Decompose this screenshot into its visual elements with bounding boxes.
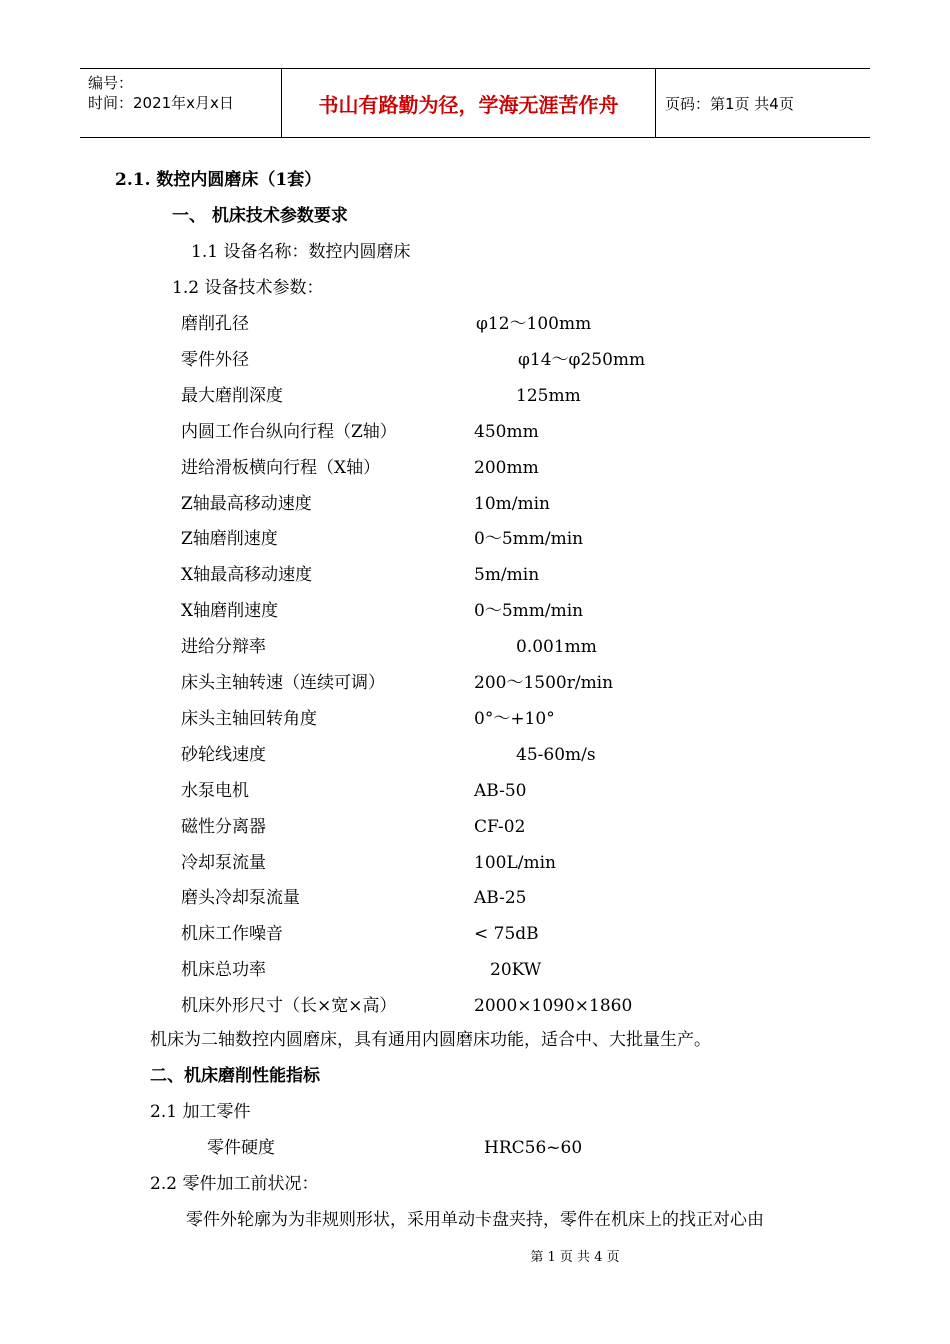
summary-text: 机床为二轴数控内圆磨床，具有通用内圆磨床功能，适合中、大批量生产。	[150, 1030, 711, 1050]
param-value: 10m/min	[474, 493, 550, 514]
param-value: 200～1500r/min	[474, 673, 614, 693]
param-name: 最大磨削深度	[181, 385, 283, 406]
item-2-2: 2.2 零件加工前状况：	[150, 1174, 319, 1194]
param-name: 磨头冷却泵流量	[181, 888, 300, 909]
param-name: 水泵电机	[181, 780, 249, 801]
date-label: 时间：2021年x月x日	[88, 94, 234, 112]
section-title: 2.1. 数控内圆磨床（1套）	[115, 170, 322, 190]
header-left	[88, 73, 234, 113]
paragraph-text: 零件外轮廓为为非规则形状，采用单动卡盘夹持，零件在机床上的找正对心由	[186, 1210, 764, 1230]
param-name: 砂轮线速度	[181, 744, 266, 765]
hardness-value: HRC56~60	[484, 1138, 583, 1158]
param-name: 冷却泵流量	[181, 852, 266, 873]
param-name: 内圆工作台纵向行程（Z轴）	[181, 421, 397, 442]
param-name: 磁性分离器	[181, 816, 266, 837]
param-name: 机床总功率	[181, 960, 266, 981]
param-name: 零件外径	[181, 349, 249, 370]
param-name: 床头主轴回转角度	[181, 708, 317, 729]
item-1-2: 1.2 设备技术参数：	[172, 278, 324, 298]
number-label: 编号：	[88, 74, 134, 92]
param-value: CF-02	[474, 816, 526, 837]
param-value: 450mm	[474, 421, 539, 442]
param-value: 0～5mm/min	[474, 601, 584, 622]
part1-title: 一、 机床技术参数要求	[172, 206, 348, 226]
param-name: 床头主轴转速（连续可调）	[181, 673, 385, 693]
param-name: 机床外形尺寸（长×宽×高）	[181, 996, 397, 1017]
param-name: X轴磨削速度	[181, 601, 279, 622]
hardness-name: 零件硬度	[207, 1138, 275, 1158]
param-value: 20KW	[490, 960, 542, 981]
param-value: 0°～+10°	[474, 708, 555, 729]
param-value: AB-25	[474, 888, 527, 909]
param-name: X轴最高移动速度	[181, 565, 313, 586]
page-footer	[0, 1246, 950, 1265]
param-value: AB-50	[474, 780, 527, 801]
param-value: 45-60m/s	[516, 744, 596, 765]
header-divider	[655, 69, 656, 137]
item-2-1: 2.1 加工零件	[150, 1102, 251, 1122]
item-1-1: 1.1 设备名称：数控内圆磨床	[191, 242, 411, 262]
param-value: 0～5mm/min	[474, 529, 584, 550]
footer-page-number: 第 1 页 共 4 页	[530, 1250, 620, 1265]
param-name: 进给滑板横向行程（X轴）	[181, 457, 381, 478]
param-value: 200mm	[474, 457, 539, 478]
param-value: < 75dB	[474, 924, 539, 945]
page-header	[80, 68, 870, 138]
param-value: φ14～φ250mm	[518, 349, 646, 370]
param-name: Z轴最高移动速度	[181, 493, 312, 514]
param-name: Z轴磨削速度	[181, 529, 278, 550]
header-page-label: 页码：第1页 共4页	[665, 94, 794, 113]
part2-title: 二、机床磨削性能指标	[150, 1066, 320, 1086]
param-name: 进给分辩率	[181, 637, 266, 658]
param-value: 5m/min	[474, 565, 540, 586]
param-name: 磨削孔径	[181, 314, 249, 334]
header-motto: 书山有路勤为径，学海无涯苦作舟	[318, 92, 619, 117]
param-value: 100L/min	[474, 852, 556, 873]
param-value: 125mm	[516, 385, 581, 406]
param-name: 机床工作噪音	[181, 924, 283, 945]
param-value: 0.001mm	[516, 637, 597, 658]
param-value: 2000×1090×1860	[474, 996, 633, 1017]
param-value: φ12～100mm	[476, 314, 592, 334]
